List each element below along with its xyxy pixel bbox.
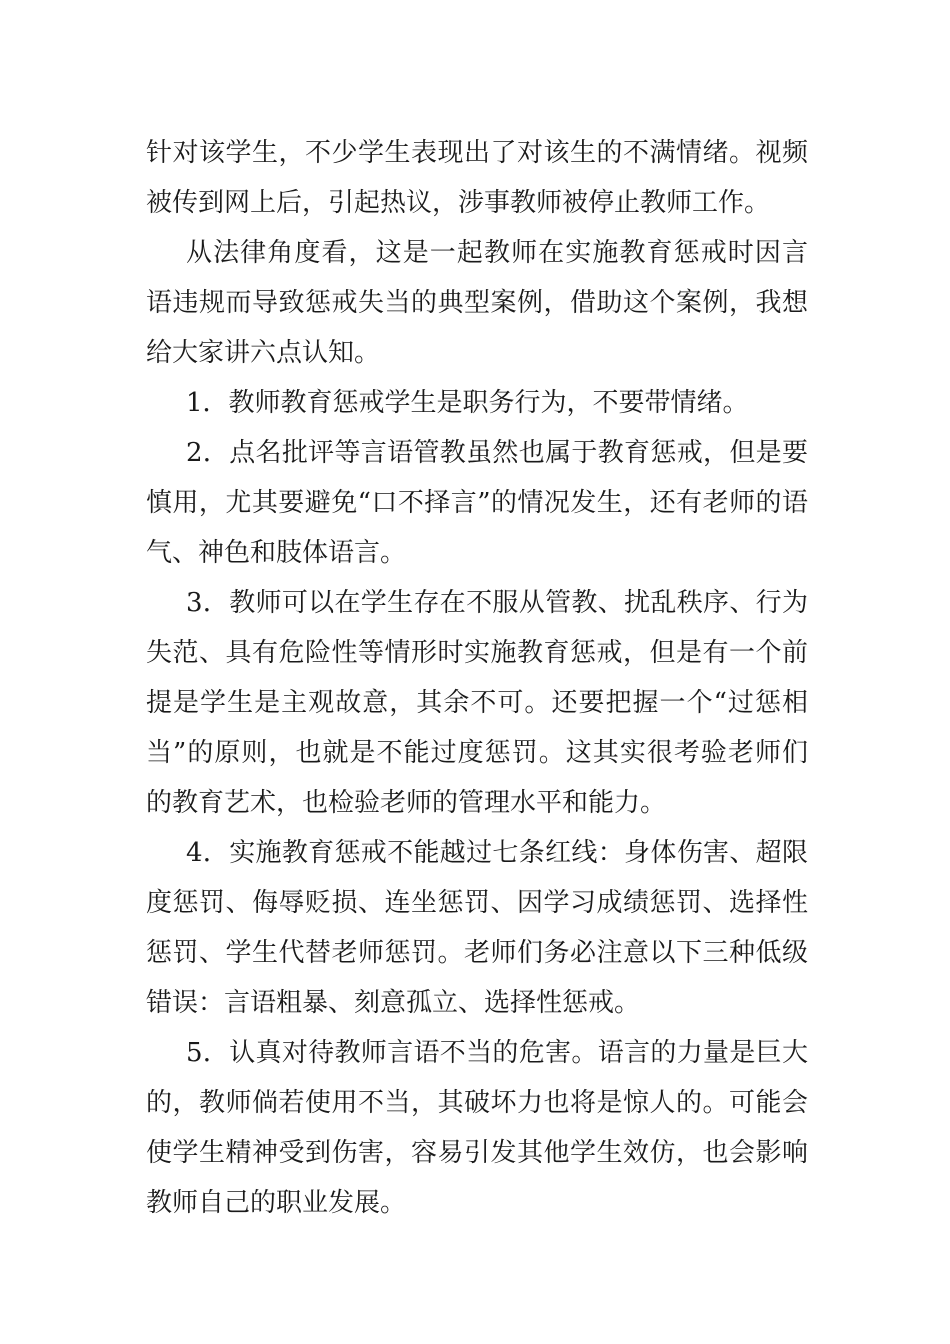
paragraph-point-5: 5．认真对待教师言语不当的危害。语言的力量是巨大的，教师倘若使用不当，其破坏力也将是惊人的。可能会使学生精神受到伤害，容易引发其他学生效仿，也会影响教师自己的职业发展。: [146, 1038, 808, 1218]
paragraph-continuation: 针对该学生，不少学生表现出了对该生的不满情绪。视频被传到网上后，引起热议，涉事教师被停止教师工作。: [146, 138, 808, 218]
paragraph-point-3: 3．教师可以在学生存在不服从管教、扰乱秩序、行为失范、具有危险性等情形时实施教育惩戒，但是有一个前提是学生是主观故意，其余不可。还要把握一个“过惩相当”的原则，也就是不能过度惩罚。这其实很考验老师们的教育艺术，也检验老师的管理水平和能力。: [146, 588, 808, 818]
paragraph-point-4: 4．实施教育惩戒不能越过七条红线：身体伤害、超限度惩罚、侮辱贬损、连坐惩罚、因学习成绩惩罚、选择性惩罚、学生代替老师惩罚。老师们务必注意以下三种低级错误：言语粗暴、刻意孤立、选择性惩戒。: [146, 838, 808, 1018]
paragraph-point-2: 2．点名批评等言语管教虽然也属于教育惩戒，但是要慎用，尤其要避免“口不择言”的情况发生，还有老师的语气、神色和肢体语言。: [146, 438, 808, 568]
document-body: [146, 128, 808, 1228]
paragraph-intro: 从法律角度看，这是一起教师在实施教育惩戒时因言语违规而导致惩戒失当的典型案例，借助这个案例，我想给大家讲六点认知。: [146, 238, 808, 368]
paragraph-point-1: 1．教师教育惩戒学生是职务行为，不要带情绪。: [186, 388, 749, 418]
